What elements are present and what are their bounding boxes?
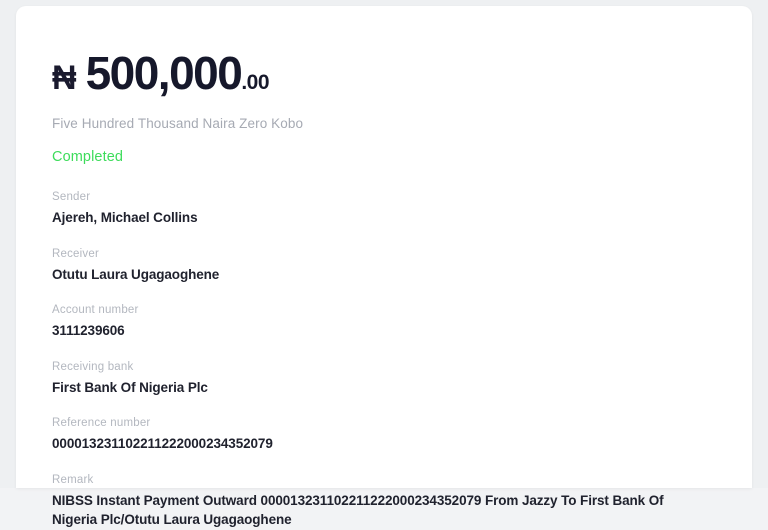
field-sender — [52, 191, 716, 228]
field-label: Reference number — [52, 417, 151, 430]
field-value: NIBSS Instant Payment Outward 000013231102211222000234352079 From Jazzy To First Bank Of Nigeria Plc/Otutu Laura Ugagaoghene — [52, 492, 664, 528]
field-value: Otutu Laura Ugagaoghene — [52, 266, 220, 282]
receipt-card — [16, 6, 752, 528]
field-reference-number — [52, 417, 716, 454]
amount-minor: .00 — [241, 71, 270, 94]
field-value: 000013231102211222000234352079 — [52, 436, 273, 452]
field-value: Ajereh, Michael Collins — [52, 210, 198, 225]
field-value: 3111239606 — [52, 323, 125, 339]
amount-row — [52, 47, 716, 99]
field-account-number — [52, 304, 716, 341]
field-label: Account number — [52, 304, 139, 317]
receipt-fields — [52, 191, 716, 530]
field-label: Receiving bank — [52, 360, 134, 373]
field-receiving-bank — [52, 361, 716, 398]
amount-major: 500,000 — [85, 47, 242, 99]
field-value: First Bank Of Nigeria Plc — [52, 379, 208, 395]
field-remark — [52, 474, 716, 530]
status-badge: Completed — [52, 149, 124, 165]
naira-currency-icon: ₦ — [52, 59, 76, 97]
field-label: Remark — [52, 473, 94, 486]
amount-in-words: Five Hundred Thousand Naira Zero Kobo — [52, 116, 304, 131]
field-label: Receiver — [52, 247, 99, 260]
field-receiver — [52, 248, 716, 285]
field-label: Sender — [52, 191, 91, 203]
